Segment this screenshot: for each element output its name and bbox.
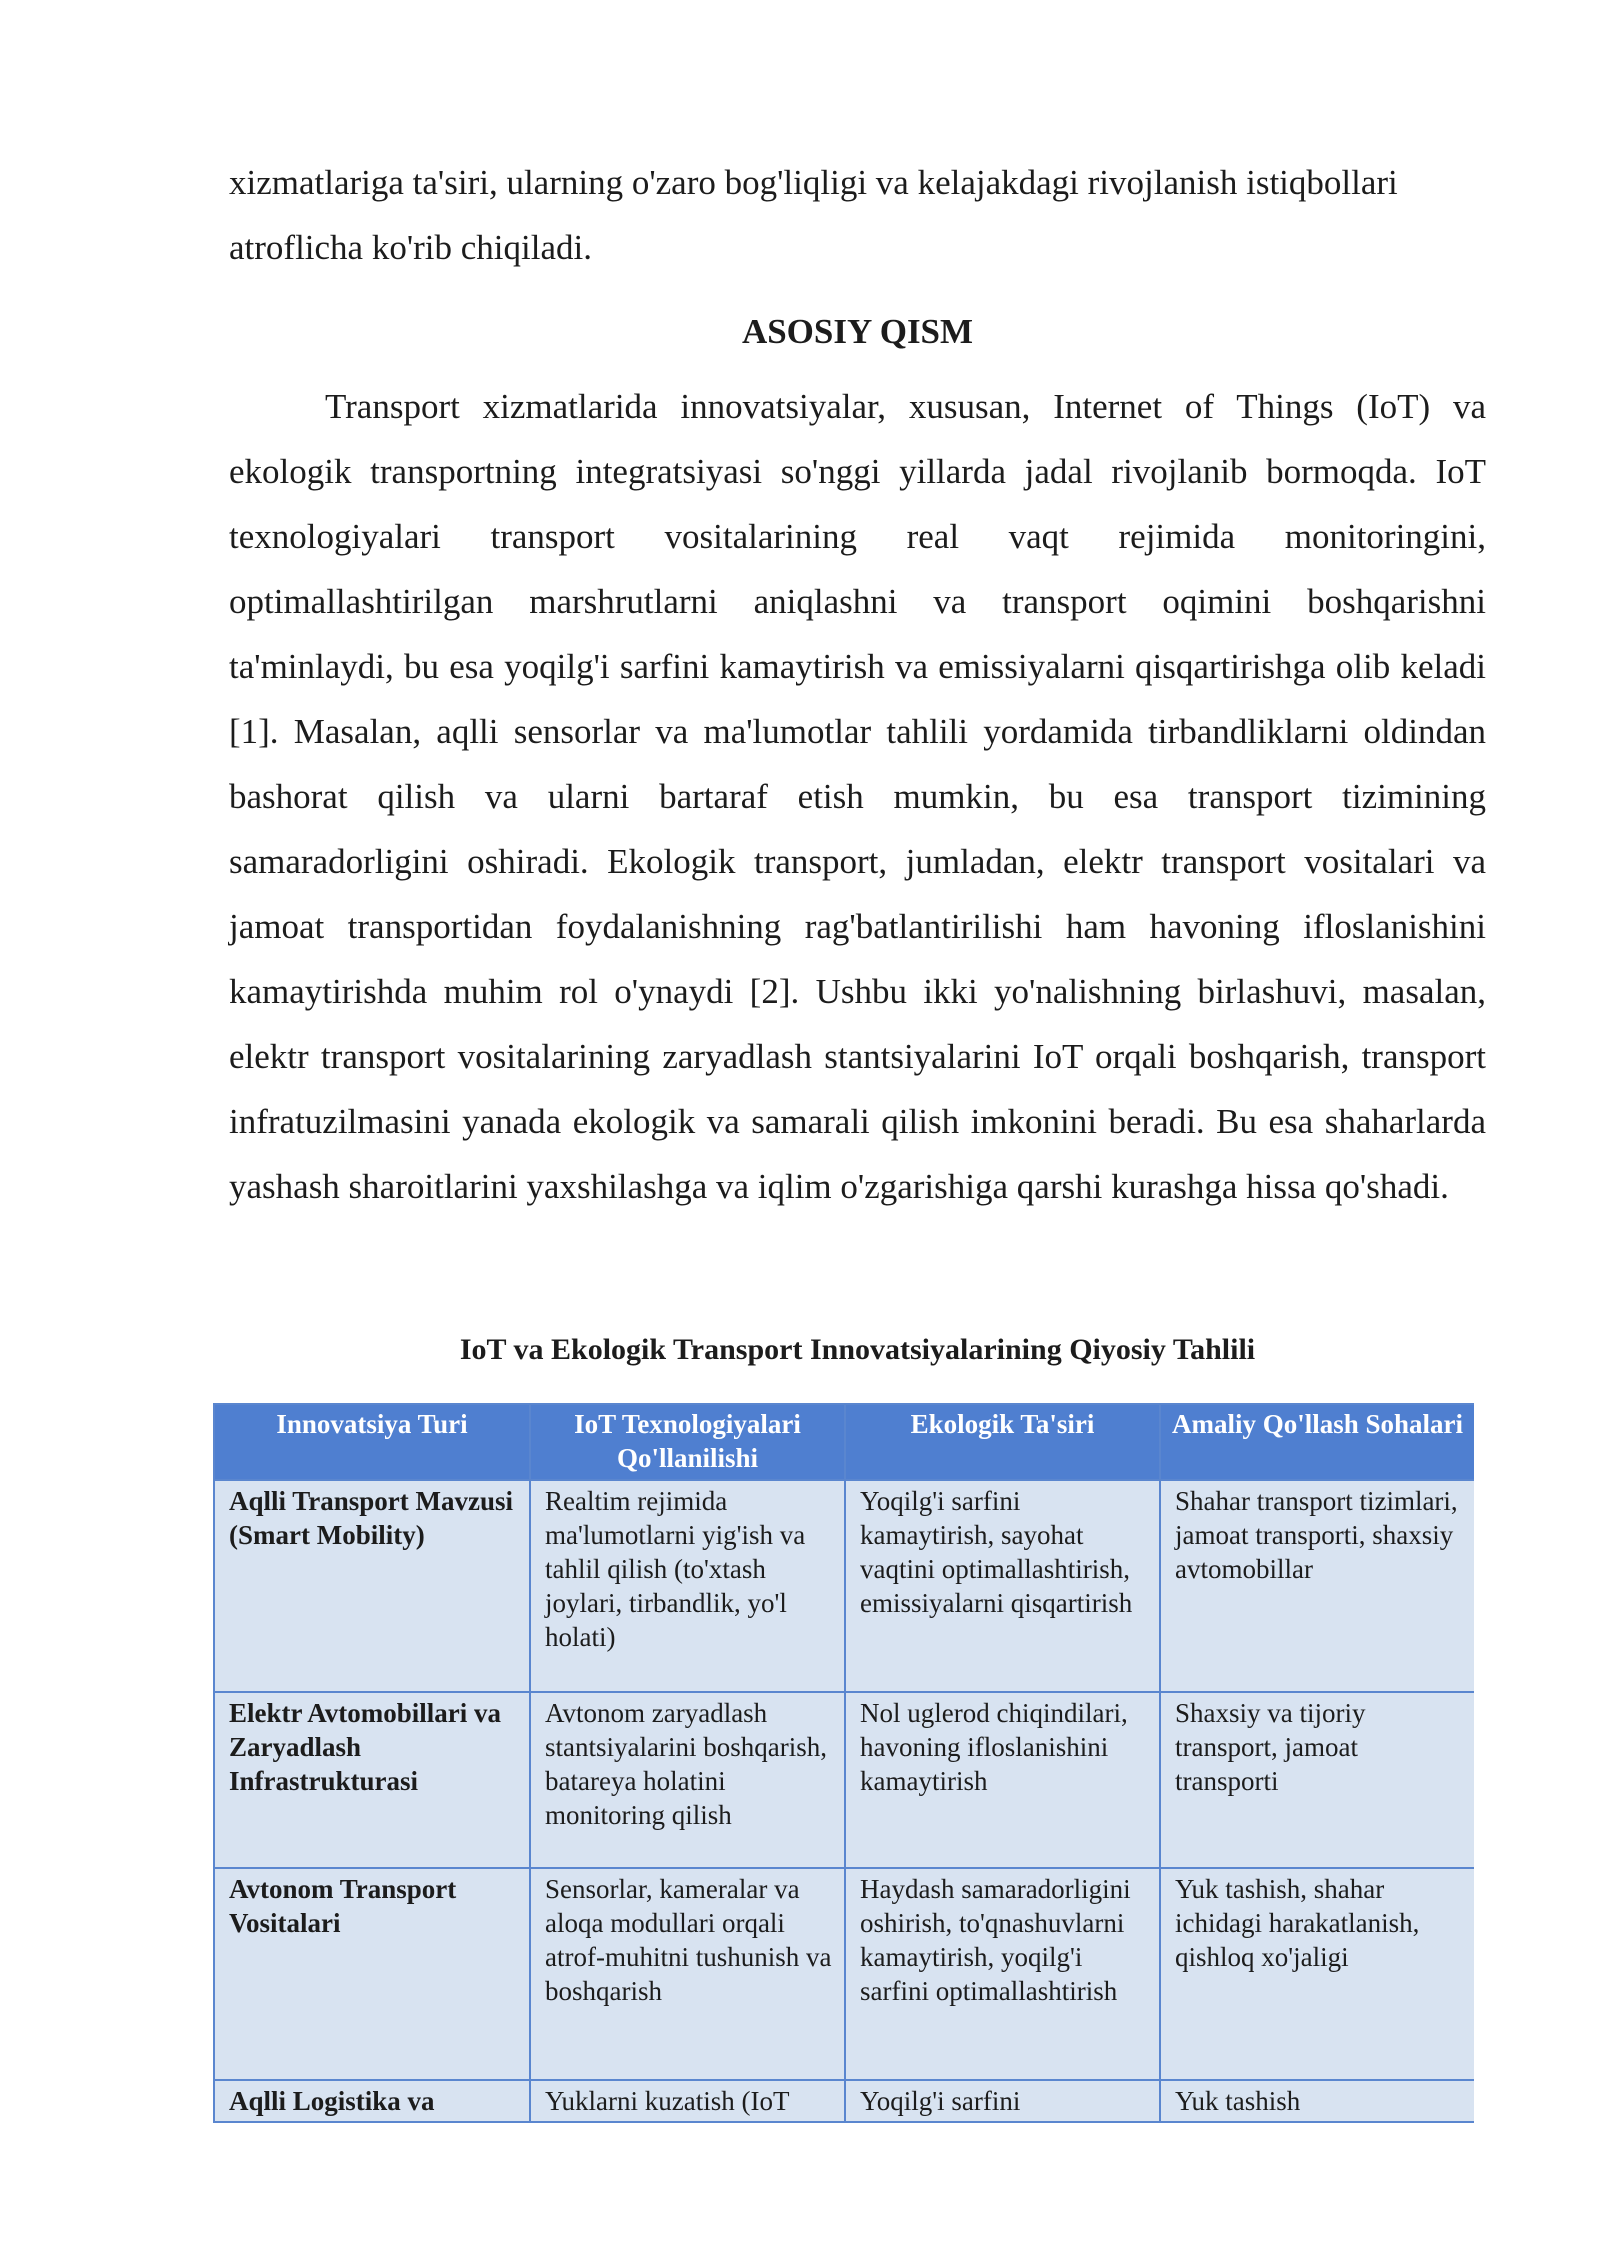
table-row (214, 1480, 1474, 1692)
cell-ecological-impact: Yoqilg'i sarfini (845, 2080, 1160, 2122)
cell-ecological-impact: Yoqilg'i sarfini kamaytirish, sayohat vaqtini optimallashtirish, emissiyalarni qisqartirish (845, 1480, 1160, 1692)
table-header-row (214, 1404, 1474, 1480)
header-iot-usage: IoT Texnologiyalari Qo'llanilishi (530, 1404, 845, 1480)
intro-paragraph: xizmatlariga ta'siri, ularning o'zaro bog'liqligi va kelajakdagi rivojlanish istiqbollari atroflicha ko'rib chiqiladi. (229, 163, 1398, 267)
cell-ecological-impact: Nol uglerod chiqindilari, havoning ifloslanishini kamaytirish (845, 1692, 1160, 1868)
header-application-areas: Amaliy Qo'llash Sohalari (1160, 1404, 1474, 1480)
document-page (229, 150, 1486, 2116)
table-title: IoT va Ekologik Transport Innovatsiyalarining Qiyosiy Tahlili (459, 1333, 1256, 1366)
cell-innovation-type: Elektr Avtomobillari va Zaryadlash Infrastrukturasi (214, 1692, 530, 1868)
cell-innovation-type: Avtonom Transport Vositalari (214, 1868, 530, 2080)
cell-innovation-type: Aqlli Logistika va (214, 2080, 530, 2122)
cell-application-areas: Shahar transport tizimlari, jamoat transporti, shaxsiy avtomobillar (1160, 1480, 1474, 1692)
comparison-table-container (213, 1403, 1474, 2255)
table-row (214, 1692, 1474, 1868)
body-paragraph: Transport xizmatlarida innovatsiyalar, xususan, Internet of Things (IoT) va ekologik transportning integratsiyasi so'nggi yillarda jadal rivojlanib bormoqda. IoT texnologiyalari transport vositalarining real vaqt rejimida monitoringini, optimallashtirilgan marshrutlarni aniqlashni va transport oqimini boshqarishni ta'minlaydi, bu esa yoqilg'i sarfini kamaytirish va emissiyalarni qisqartirishga olib keladi [1]. Masalan, aqlli sensorlar va ma'lumotlar tahlili yordamida tirbandliklarni oldindan bashorat qilish va ularni bartaraf etish mumkin, bu esa transport tizimining samaradorligini oshiradi. Ekologik transport, jumladan, elektr transport vositalari va jamoat transportidan foydalanishning rag'batlantirilishi ham havoning ifloslanishini kamaytirishda muhim rol o'ynaydi [2]. Ushbu ikki yo'nalishning birlashuvi, masalan, elektr transport vositalarining zaryadlash stantsiyalarini IoT orqali boshqarish, transport infratuzilmasini yanada ekologik va samarali qilish imkonini beradi. Bu esa shaharlarda yashash sharoitlarini yaxshilashga va iqlim o'zgarishiga qarshi kurashga hissa qo'shadi. (229, 387, 1486, 1206)
cell-iot-usage: Realtim rejimida ma'lumotlarni yig'ish va tahlil qilish (to'xtash joylari, tirbandlik, yo'l holati) (530, 1480, 845, 1692)
section-heading: ASOSIY QISM (741, 312, 974, 351)
cell-iot-usage: Yuklarni kuzatish (IoT (530, 2080, 845, 2122)
cell-application-areas: Yuk tashish, shahar ichidagi harakatlanish, qishloq xo'jaligi (1160, 1868, 1474, 2080)
cell-innovation-type: Aqlli Transport Mavzusi (Smart Mobility) (214, 1480, 530, 1692)
cell-application-areas: Yuk tashish (1160, 2080, 1474, 2122)
cell-ecological-impact: Haydash samaradorligini oshirish, to'qnashuvlarni kamaytirish, yoqilg'i sarfini optimallashtirish (845, 1868, 1160, 2080)
cell-application-areas: Shaxsiy va tijoriy transport, jamoat transporti (1160, 1692, 1474, 1868)
header-innovation-type: Innovatsiya Turi (214, 1404, 530, 1480)
cell-iot-usage: Avtonom zaryadlash stantsiyalarini boshqarish, batareya holatini monitoring qilish (530, 1692, 845, 1868)
header-ecological-impact: Ekologik Ta'siri (845, 1404, 1160, 1480)
comparison-table (213, 1403, 1474, 2123)
cell-iot-usage: Sensorlar, kameralar va aloqa modullari orqali atrof-muhitni tushunish va boshqarish (530, 1868, 845, 2080)
table-row (214, 1868, 1474, 2080)
table-row (214, 2080, 1474, 2122)
